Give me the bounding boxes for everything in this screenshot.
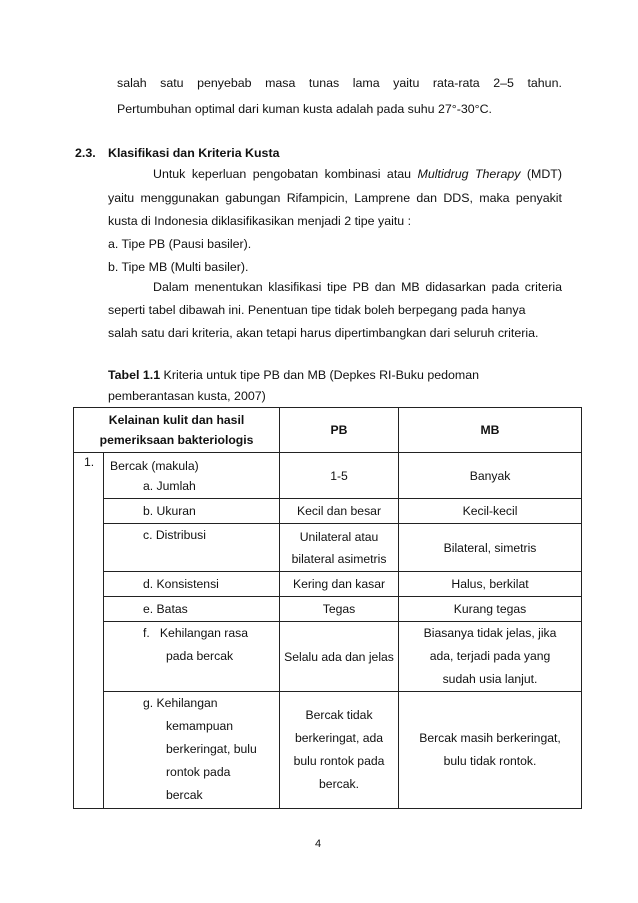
section-title: Klasifikasi dan Kriteria Kusta (108, 146, 280, 160)
criteria-cell: c. Distribusi (104, 524, 280, 572)
list-item-pb: a. Tipe PB (Pausi basiler). (108, 237, 252, 251)
pb-cell: Kering dan kasar (280, 572, 399, 597)
mb-cell: Biasanya tidak jelas, jika ada, terjadi pada yang sudah usia lanjut. (399, 622, 582, 692)
criteria-cell: e. Batas (104, 597, 280, 622)
table-caption: Tabel 1.1 Kriteria untuk tipe PB dan MB (Depkes RI-Buku pedoman (108, 368, 479, 382)
intro-line-1 (117, 75, 562, 91)
paragraph-1-line-2: yaitu menggunakan gabungan Rifampicin, Lamprene dan DDS, maka penyakit (108, 191, 562, 205)
intro-word: masa (265, 76, 296, 90)
header-pb: PB (280, 408, 399, 453)
mb-cell: Bercak masih berkeringat, bulu tidak rontok. (399, 692, 582, 809)
table-row (74, 572, 582, 597)
intro-line-2: Pertumbuhan optimal dari kuman kusta adalah pada suhu 27°-30°C. (117, 102, 492, 116)
pb-cell: Bercak tidak berkeringat, ada bulu rontok pada bercak. (280, 692, 399, 809)
header-criteria: Kelainan kulit dan hasil pemeriksaan bakteriologis (74, 408, 280, 453)
table-row (74, 622, 582, 692)
criteria-table (73, 407, 582, 809)
group-label: Bercak (makula) (110, 458, 199, 473)
mb-cell: Banyak (399, 453, 582, 499)
list-item-mb: b. Tipe MB (Multi basiler). (108, 260, 249, 274)
pb-cell: Kecil dan besar (280, 499, 399, 524)
intro-word: tunas (308, 76, 340, 90)
mb-cell: Bilateral, simetris (399, 524, 582, 572)
paragraph-1-line-1: Untuk keperluan pengobatan kombinasi atau Multidrug Therapy (MDT) (153, 167, 562, 181)
intro-word: lama (352, 76, 380, 90)
mb-cell: Kurang tegas (399, 597, 582, 622)
mb-cell: Kecil-kecil (399, 499, 582, 524)
pb-cell: Unilateral atau bilateral asimetris (280, 524, 399, 572)
intro-word: rata-rata (432, 76, 480, 90)
paragraph-2-line-1: Dalam menentukan klasifikasi tipe PB dan MB didasarkan pada criteria (153, 280, 562, 294)
paragraph-2-line-3: salah satu dari kriteria, akan tetapi harus dipertimbangkan dari seluruh criteria. (108, 326, 539, 340)
section-number: 2.3. (75, 146, 96, 160)
intro-word: tahun. (527, 76, 562, 90)
intro-word: salah (117, 76, 147, 90)
pb-cell: Selalu ada dan jelas (280, 622, 399, 692)
criteria-cell: Bercak (makula) a. Jumlah (104, 453, 280, 499)
pb-cell: Tegas (280, 597, 399, 622)
intro-word: yaitu (393, 76, 420, 90)
paragraph-1-line-3: kusta di Indonesia diklasifikasikan menjadi 2 tipe yaitu : (108, 214, 412, 228)
intro-word: penyebab (197, 76, 252, 90)
criteria-cell: f. Kehilangan rasa pada bercak (104, 622, 280, 692)
intro-word: 2–5 (493, 76, 514, 90)
table-row (74, 524, 582, 572)
paragraph-2-line-2: seperti tabel dibawah ini. Penentuan tipe tidak boleh berpegang pada hanya (108, 303, 526, 317)
row-number: 1. (74, 453, 104, 809)
criteria-cell: g. Kehilangan kemampuan berkeringat, bulu rontok pada bercak (104, 692, 280, 809)
header-mb: MB (399, 408, 582, 453)
table-caption-line-2: pemberantasan kusta, 2007) (108, 389, 266, 403)
table-row (74, 692, 582, 809)
table-header-row (74, 408, 582, 453)
table-caption-label: Tabel 1.1 (108, 368, 161, 382)
table-row (74, 499, 582, 524)
criteria-cell: b. Ukuran (104, 499, 280, 524)
intro-word: satu (160, 76, 184, 90)
table-row (74, 597, 582, 622)
pb-cell: 1-5 (280, 453, 399, 499)
page-number: 4 (315, 838, 322, 850)
italic-term: Multidrug Therapy (417, 167, 521, 181)
criteria-cell: d. Konsistensi (104, 572, 280, 597)
table-row (74, 453, 582, 499)
mb-cell: Halus, berkilat (399, 572, 582, 597)
